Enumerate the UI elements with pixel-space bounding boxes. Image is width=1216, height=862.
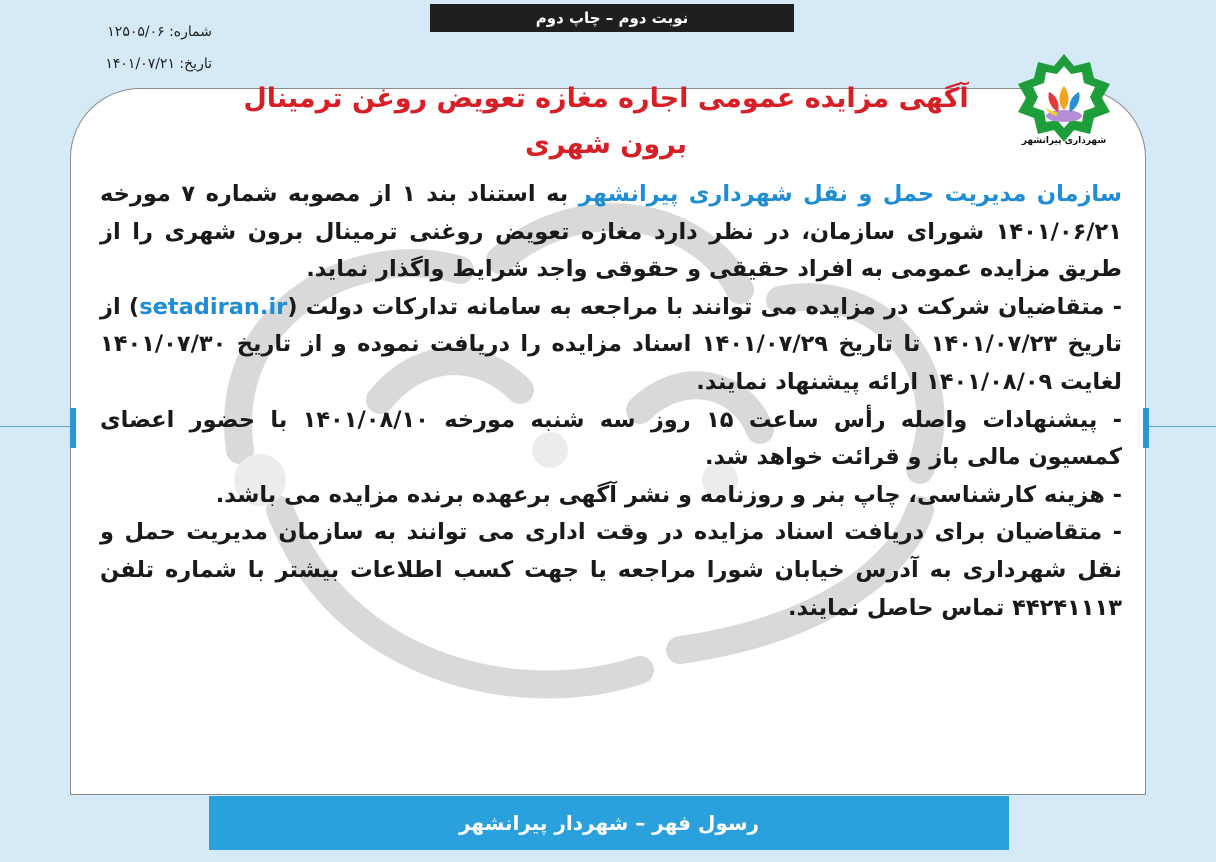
page-title: آگهی مزایده عمومی اجاره مغازه تعویض روغن ترمینال برون شهری bbox=[243, 83, 969, 160]
notice-number bbox=[64, 24, 212, 40]
setadiran-link[interactable]: setadiran.ir bbox=[139, 293, 288, 320]
logo-caption: شهرداری پیرانشهر bbox=[1021, 136, 1107, 146]
notice-number-value: ۱۲۵۰۵/۰۶ bbox=[107, 24, 165, 40]
notice-paragraph-intro bbox=[100, 176, 1122, 289]
notice-body bbox=[100, 176, 1122, 627]
notice-date-value: ۱۴۰۱/۰۷/۲۱ bbox=[105, 56, 175, 72]
documents-text-end: ) از تاریخ ۱۴۰۱/۰۷/۲۳ تا تاریخ ۱۴۰۱/۰۷/۲۹ اسناد مزایده را دریافت نموده و از تاریخ ۱۴۰۱/۰۷/۳۰ لغایت ۱۴۰۱/۰۸/۰۹ ارائه پیشنهاد نمایند. bbox=[100, 293, 1122, 395]
notice-paragraph-documents bbox=[100, 289, 1122, 402]
notice-paragraph-costs: - هزینه کارشناسی، چاپ بنر و روزنامه و نشر آگهی برعهده برنده مزایده می باشد. bbox=[215, 481, 1122, 508]
notice-paragraph-opening: - پیشنهادات واصله رأس ساعت ۱۵ روز سه شنبه مورخه ۱۴۰۱/۰۸/۱۰ با حضور اعضای کمسیون مالی باز و قرائت خواهد شد. bbox=[100, 406, 1123, 471]
right-blue-marker bbox=[1143, 408, 1149, 448]
left-divider-line bbox=[0, 426, 70, 427]
municipality-logo bbox=[1016, 52, 1112, 148]
intro-text: به استناد بند ۱ از مصوبه شماره ۷ مورخه ۱۴۰۱/۰۶/۲۱ شورای سازمان، در نظر دارد مغازه تعویض روغنی ترمینال برون شهری را از طریق مزایده عمومی به افراد حقیقی و حقوقی واجد شرایط واگذار نماید. bbox=[100, 181, 1122, 283]
organization-name: سازمان مدیریت حمل و نقل شهرداری پیرانشهر bbox=[578, 181, 1123, 207]
panel-bottom-rule bbox=[70, 794, 1146, 795]
edition-label: نوبت دوم – چاپ دوم bbox=[430, 4, 794, 32]
notice-paragraph-contact: - متقاضیان برای دریافت اسناد مزایده در وقت اداری می توانند به سازمان مدیریت حمل و نقل شهرداری به آدرس خیابان شورا مراجعه یا جهت کسب اطلاعات بیشتر با شماره تلفن ۴۴۲۴۱۱۱۳ تماس حاصل نمایند. bbox=[100, 519, 1122, 621]
left-blue-marker bbox=[70, 408, 76, 448]
notice-number-label: شماره: bbox=[169, 24, 212, 40]
documents-text-start: - متقاضیان شرکت در مزایده می توانند با مراجعه به سامانه تدارکات دولت ( bbox=[287, 293, 1122, 320]
signature-text: رسول فهر – شهردار پیرانشهر bbox=[329, 803, 889, 843]
notice-date bbox=[64, 56, 212, 72]
right-divider-line bbox=[1146, 426, 1216, 427]
notice-date-label: تاریخ: bbox=[179, 56, 212, 72]
signature-bar bbox=[209, 796, 1009, 850]
